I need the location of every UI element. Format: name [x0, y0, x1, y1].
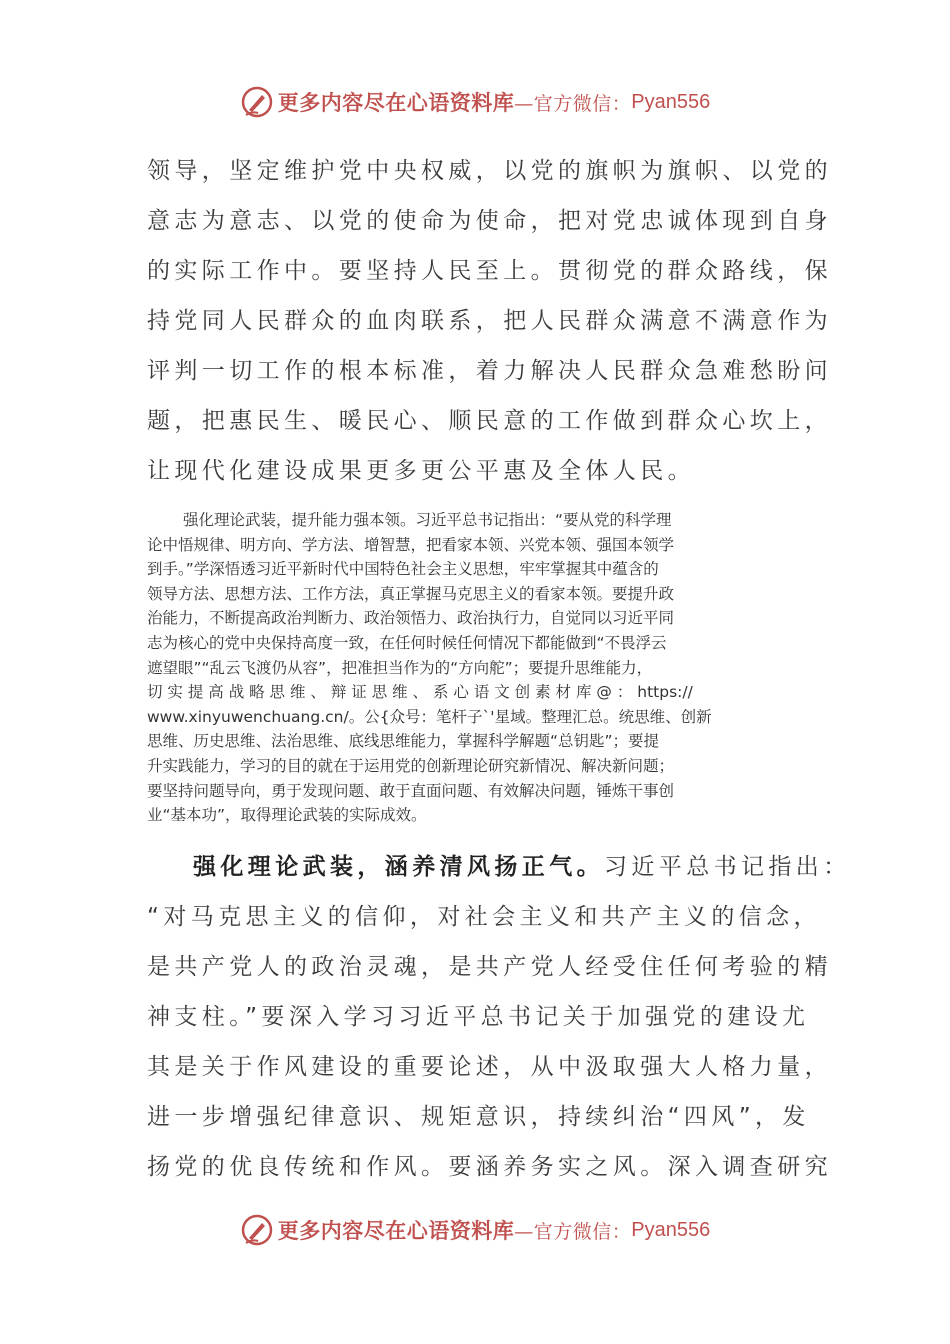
text-line: 意志为意志、以党的使命为使命，把对党忠诚体现到自身	[147, 208, 832, 234]
text-line: 遮望眼”“乱云飞渡仍从容”，把准担当作为的“方向舵”；要提升思维能力，	[147, 658, 653, 677]
text-line: “对马克思主义的信仰，对社会主义和共产主义的信念，	[147, 904, 821, 930]
text-line: 评判一切工作的根本标准，着力解决人民群众急难愁盼问	[147, 358, 832, 384]
text-line: 志为核心的党中央保持高度一致，在任何时候任何情况下都能做到“不畏浮云	[147, 633, 667, 652]
text-line: 强化理论武装，提升能力强本领。习近平总书记指出：“要从党的科学理	[183, 511, 672, 529]
footer-banner	[0, 1210, 950, 1250]
banner-wechat-id: Pyan556	[631, 90, 711, 113]
pen-logo-icon	[240, 1213, 274, 1247]
text-line: 神支柱。”要深入学习习近平总书记关于加强党的建设尤	[147, 1004, 810, 1030]
text-line: 论中悟规律、明方向、学方法、增智慧，把看家本领、兴党本领、强国本领学	[147, 535, 675, 554]
text-line: 要坚持问题导向，勇于发现问题、敢于直面问题、有效解决问题，锤炼干事创	[147, 781, 675, 800]
text-line: 领导方法、思想方法、工作方法，真正掌握马克思主义的看家本领。要提升政	[147, 584, 675, 603]
paragraph-clean-wind	[147, 842, 851, 1192]
banner-subtitle: —官方微信：	[514, 1220, 632, 1243]
banner-title: 更多内容尽在心语资料库	[277, 1218, 515, 1243]
text-line: 持党同人民群众的血肉联系，把人民群众满意不满意作为	[147, 308, 832, 334]
banner-wechat-id: Pyan556	[631, 1218, 711, 1241]
section-heading: 强化理论武装，涵养清风扬正气。	[193, 854, 604, 880]
header-banner	[0, 82, 950, 122]
pen-logo-icon	[240, 85, 274, 119]
text-line: 让现代化建设成果更多更公平惠及全体人民。	[147, 458, 695, 484]
heading-continuation: 习近平总书记指出：	[604, 854, 851, 880]
text-line: 题，把惠民生、暖民心、顺民意的工作做到群众心坎上，	[147, 408, 832, 434]
text-line: 其是关于作风建设的重要论述，从中汲取强大人格力量，	[147, 1054, 832, 1080]
text-line: www.xinyuwenchuang.cn/。公{众号：笔杆子`'星域。整理汇总。统思维、创新	[147, 707, 712, 726]
paragraph-theory-ability	[147, 508, 812, 828]
text-line: 思维、历史思维、法治思维、底线思维能力，掌握科学解题“总钥匙”；要提	[147, 732, 660, 751]
text-line: 的实际工作中。要坚持人民至上。贯彻党的群众路线，保	[147, 258, 832, 284]
text-line: 扬党的优良传统和作风。要涵养务实之风。深入调查研究	[147, 1154, 832, 1180]
text-line: 业“基本功”，取得理论武装的实际成效。	[147, 806, 427, 825]
text-line: 升实践能力，学习的目的就在于运用党的创新理论研究新情况、解决新问题；	[147, 756, 675, 775]
text-line: 是共产党人的政治灵魂，是共产党人经受住任何考验的精	[147, 954, 832, 980]
banner-subtitle: —官方微信：	[514, 92, 632, 115]
text-line: 领导，坚定维护党中央权威，以党的旗帜为旗帜、以党的	[147, 158, 832, 184]
text-line: 到手。”学深悟透习近平新时代中国特色社会主义思想，牢牢掌握其中蕴含的	[147, 560, 659, 579]
text-line: 治能力，不断提高政治判断力、政治领悟力、政治执行力，自觉同以习近平同	[147, 609, 675, 628]
text-line	[147, 842, 851, 892]
banner-title: 更多内容尽在心语资料库	[277, 90, 515, 115]
text-line: 切 实 提 高 战 略 思 维 、 辩 证 思 维 、 系 心 语 文 创 素 材 库 @ ： https://	[147, 683, 693, 702]
text-line: 进一步增强纪律意识、规矩意识，持续纠治“四风”，发	[147, 1104, 810, 1130]
paragraph-party-leadership	[147, 146, 832, 496]
